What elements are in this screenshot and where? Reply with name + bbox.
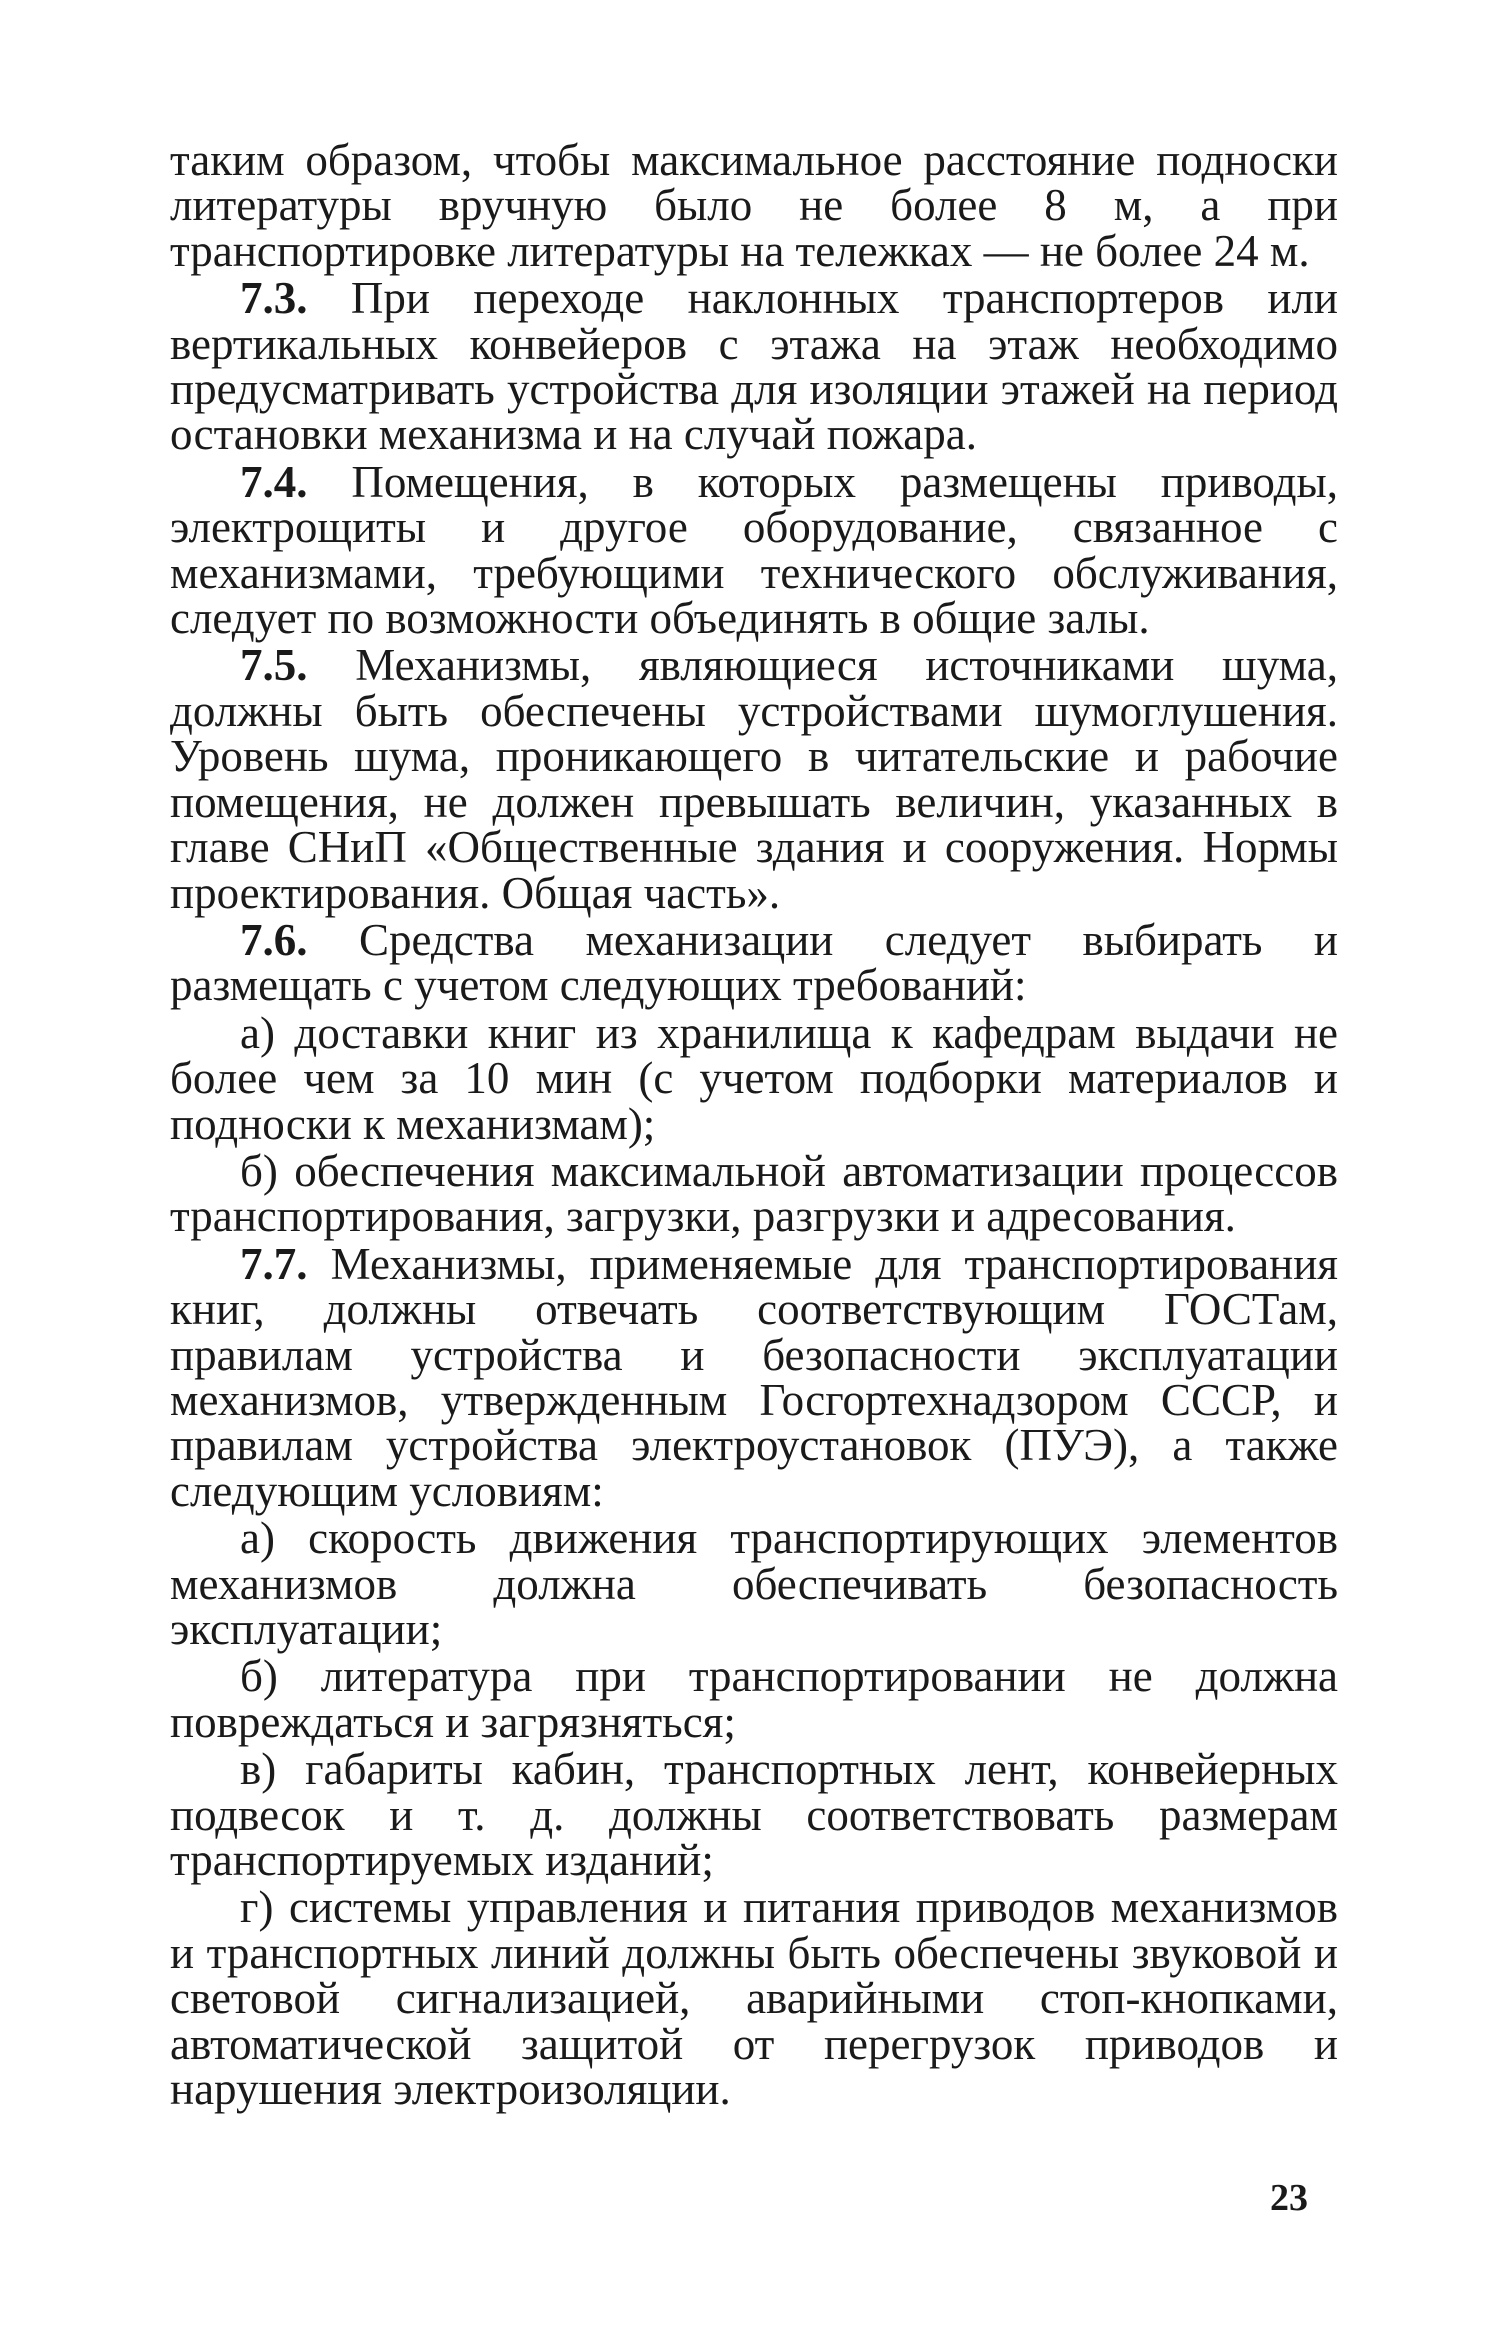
- clause-7-5: [170, 640, 1338, 918]
- clause-7-6: [170, 914, 1338, 1011]
- paragraph-continuation: [170, 135, 1338, 276]
- clause-7-4: [170, 456, 1338, 644]
- clause-number: 7.7.: [240, 1238, 308, 1289]
- clause-number: 7.4.: [240, 456, 308, 507]
- clause-number: 7.3.: [240, 273, 308, 324]
- list-item-text: б) литература при транспортировании не должна повреждаться и загрязняться;: [170, 1651, 1338, 1747]
- clause-text: Средства механизации следует выбирать и размещать с учетом следующих требований:: [170, 914, 1338, 1011]
- clause-text: При переходе наклонных транспортеров или вертикальных конвейеров с этажа на этаж необходимо предусматривать устройства для изоляции этажей на период остановки механизма и на случай пожара.: [170, 273, 1338, 460]
- list-item-text: б) обеспечения максимальной автоматизации процессов транспортирования, загрузки, разгрузки и адресования.: [170, 1145, 1338, 1242]
- list-item-b: [170, 1651, 1338, 1747]
- list-item-a: [170, 1513, 1338, 1654]
- clause-text: Механизмы, являющиеся источниками шума, должны быть обеспечены устройствами шумоглушения. Уровень шума, проникающего в читательские и рабочие помещения, не должен превышать величин, указанных в главе СНиП «Общественные здания и сооружения. Нормы проектирования. Общая часть».: [170, 640, 1338, 918]
- list-item-text: г) системы управления и питания приводов механизмов и транспортных линий должны быть обеспечены звуковой и световой сигнализацией, аварийными стоп-кнопками, автоматической защитой от перегрузок приводов и нарушения электроизоляции.: [170, 1882, 1338, 2115]
- page-number: 23: [1270, 2177, 1308, 2219]
- clause-text: Механизмы, применяемые для транспортирования книг, должны отвечать соответствующим ГОСТам, правилам устройства и безопасности эксплуатации механизмов, утвержденным Госгортехнадзором СССР, и правилам устройства электроустановок (ПУЭ), а также следующим условиям:: [170, 1238, 1338, 1516]
- list-item-text: а) скорость движения транспортирующих элементов механизмов должна обеспечивать безопасность эксплуатации;: [170, 1513, 1338, 1654]
- list-item-b: [170, 1145, 1338, 1242]
- clause-7-7: [170, 1238, 1338, 1516]
- list-item-a: [170, 1007, 1338, 1149]
- list-item-g: [170, 1882, 1338, 2115]
- list-item-text: в) габариты кабин, транспортных лент, конвейерных подвесок и т. д. должны соответствовать размерам транспортируемых изданий;: [170, 1744, 1338, 1886]
- list-item-v: [170, 1744, 1338, 1886]
- paragraph-text: таким образом, чтобы максимальное расстояние подноски литературы вручную было не более 8 м, а при транспортировке литературы на тележках — не более 24 м.: [170, 135, 1338, 276]
- clause-number: 7.5.: [240, 640, 308, 691]
- page-body: [170, 135, 1338, 2115]
- clause-7-3: [170, 273, 1338, 460]
- clause-text: Помещения, в которых размещены приводы, электрощиты и другое оборудование, связанное с механизмами, требующими технического обслуживания, следует по возможности объединять в общие залы.: [170, 456, 1338, 644]
- clause-number: 7.6.: [240, 914, 308, 965]
- list-item-text: а) доставки книг из хранилища к кафедрам выдачи не более чем за 10 мин (с учетом подборки материалов и подноски к механизмам);: [170, 1007, 1338, 1149]
